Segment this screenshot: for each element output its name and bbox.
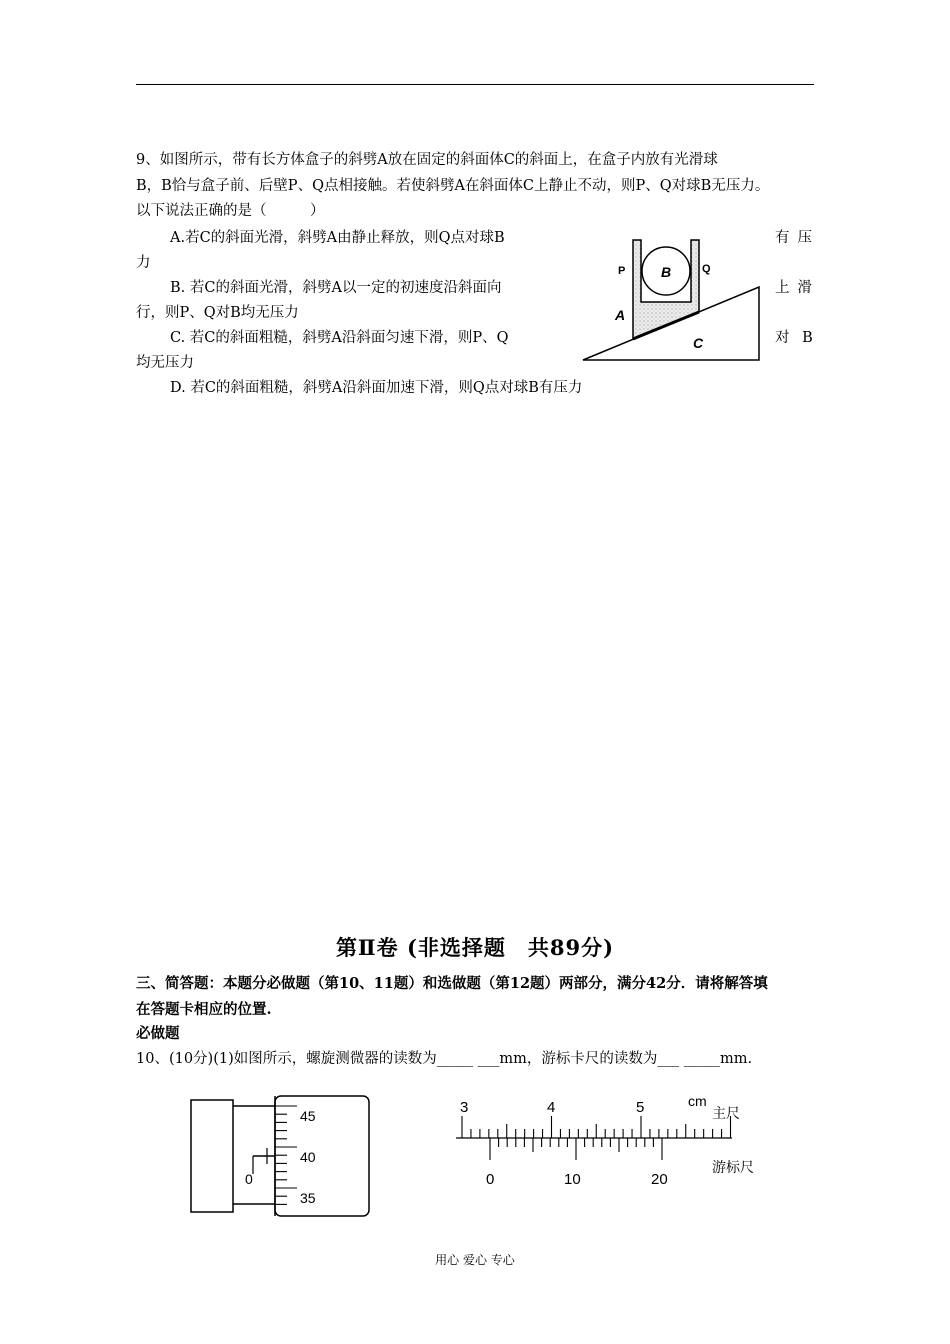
q9-option-a-cont: 力	[136, 255, 151, 271]
q9-option-b-right: 上滑	[775, 280, 820, 296]
q9-option-a-right: 有压	[775, 230, 820, 246]
section-instruction-1: 三、简答题：本题分必做题（第10、11题）和选做题（第12题）两部分，满分42分．请将解答填	[136, 975, 768, 992]
q9-option-c-right: 对 B	[775, 330, 817, 346]
vernier-caliper-figure	[450, 1090, 770, 1190]
micrometer-label-35: 35	[300, 1190, 316, 1206]
main-label-4: 4	[547, 1099, 556, 1116]
q10-stem: 10、(10分)(1)如图所示，螺旋测微器的读数为_____ ___mm，游标卡尺的读数为___ _____mm.	[136, 1051, 753, 1067]
required-label: 必做题	[136, 1025, 180, 1042]
main-scale-name: 主尺	[712, 1105, 740, 1121]
q9-stem-line1: 9、如图所示，带有长方体盒子的斜劈A放在固定的斜面体C的斜面上，在盒子内放有光滑球	[136, 152, 718, 168]
footer-motto: 用心 爱心 专心	[435, 1253, 515, 1267]
q9-stem-line2: B，B恰与盒子前、后壁P、Q点相接触。若使斜劈A在斜面体C上静止不动，则P、Q对球B无压力。	[136, 178, 770, 194]
q9-option-a: A.若C的斜面光滑，斜劈A由静止释放，则Q点对球B	[170, 230, 505, 246]
q9-stem-line3: 以下说法正确的是（ ）	[136, 203, 325, 219]
vernier-label-10: 10	[564, 1171, 581, 1188]
q9-option-b: B. 若C的斜面光滑，斜劈A以一定的初速度沿斜面向	[170, 280, 502, 296]
q9-incline-figure	[575, 232, 775, 364]
q9-option-c-cont: 均无压力	[136, 355, 194, 371]
micrometer-figure	[185, 1092, 375, 1220]
caliper-unit: cm	[688, 1093, 707, 1109]
main-label-3: 3	[460, 1099, 469, 1116]
vernier-label-0: 0	[486, 1171, 495, 1188]
label-p: P	[618, 265, 626, 277]
label-c: C	[693, 335, 704, 351]
micrometer-label-0: 0	[245, 1171, 253, 1187]
vernier-label-20: 20	[651, 1171, 668, 1188]
section-title: 第Ⅱ卷 (非选择题 共89分)	[335, 935, 615, 960]
label-q: Q	[702, 263, 711, 275]
section-instruction-2: 在答题卡相应的位置.	[136, 1001, 272, 1018]
q9-option-c: C. 若C的斜面粗糙，斜劈A沿斜面匀速下滑，则P、Q	[170, 330, 509, 346]
label-a: A	[615, 307, 626, 323]
micrometer-label-40: 40	[300, 1149, 316, 1165]
q9-option-b-cont: 行，则P、Q对B均无压力	[136, 305, 299, 321]
label-b: B	[661, 264, 672, 280]
vernier-scale-name: 游标尺	[712, 1159, 754, 1175]
main-label-5: 5	[636, 1099, 645, 1116]
q9-option-d: D. 若C的斜面粗糙，斜劈A沿斜面加速下滑，则Q点对球B有压力	[170, 380, 583, 396]
micrometer-label-45: 45	[300, 1108, 316, 1124]
header-rule	[136, 84, 814, 85]
